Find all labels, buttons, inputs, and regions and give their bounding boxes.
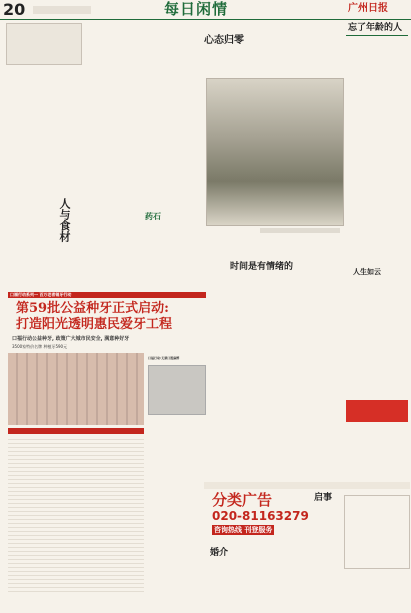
classified-title: 分类广告 [212, 491, 273, 509]
rensheng-text [346, 280, 408, 400]
notice-text [292, 505, 340, 547]
classified-banner-bg [204, 482, 410, 489]
column-2-text [83, 66, 143, 276]
classified-phone: 020-81163279 [212, 509, 309, 523]
ad-kicker: 口福行动系列一 百万老者销牙行动 [8, 292, 206, 298]
page-title: 每日闲情 [164, 0, 229, 18]
yaoshi-title: 药石 [145, 211, 161, 221]
wangle-text [346, 38, 408, 262]
ad-photo [148, 365, 206, 415]
ad-photo-caption: 口福行动:无须口腔麻醉 [148, 356, 180, 360]
wangle-underline [346, 35, 408, 36]
xinling-text [206, 48, 342, 76]
xinling-title: 心态归零 [204, 35, 244, 46]
promo-box [346, 400, 408, 422]
ad-subhead: 口福行动公益种牙, 政策广大城市民安全, 满意种好牙 [12, 336, 130, 342]
painting-caption [260, 228, 340, 233]
ad-table-header [8, 428, 144, 434]
ad-contact: 3500家特价名牌 种植牙590元 [12, 344, 68, 349]
ad-table [8, 436, 144, 594]
header-rule [0, 19, 411, 20]
page-number: 20 [3, 0, 26, 19]
classified-listings [210, 560, 408, 610]
masthead-logo: 广州日报 [348, 3, 388, 14]
classified-marriage: 婚介 [210, 548, 229, 558]
ad-headline-2: 打造阳光透明惠民爱牙工程 [16, 317, 173, 332]
rensheng-title: 人生如云 [353, 267, 381, 276]
shijian-text [207, 276, 345, 454]
ad-headline-1: 第59批公益种牙正式启动: [16, 301, 169, 316]
left-column-text-2 [6, 210, 80, 280]
classified-service: 咨询热线 刊登服务 [214, 526, 273, 534]
notice-title: 启事 [314, 493, 333, 503]
left-info-box [6, 23, 82, 65]
header-subtext [33, 6, 91, 14]
notice-box [344, 495, 410, 569]
landscape-painting [206, 78, 344, 226]
left-column-text [6, 66, 80, 208]
ad-side-text [148, 418, 206, 588]
renyu-title: 人与食材 [58, 198, 71, 242]
yaoshi-text [145, 222, 205, 278]
wangle-title: 忘了年龄的人 [348, 23, 403, 33]
ad-portrait-grid [8, 353, 144, 425]
shijian-title: 时间是有情绪的 [230, 262, 294, 272]
promo-text [346, 426, 408, 456]
